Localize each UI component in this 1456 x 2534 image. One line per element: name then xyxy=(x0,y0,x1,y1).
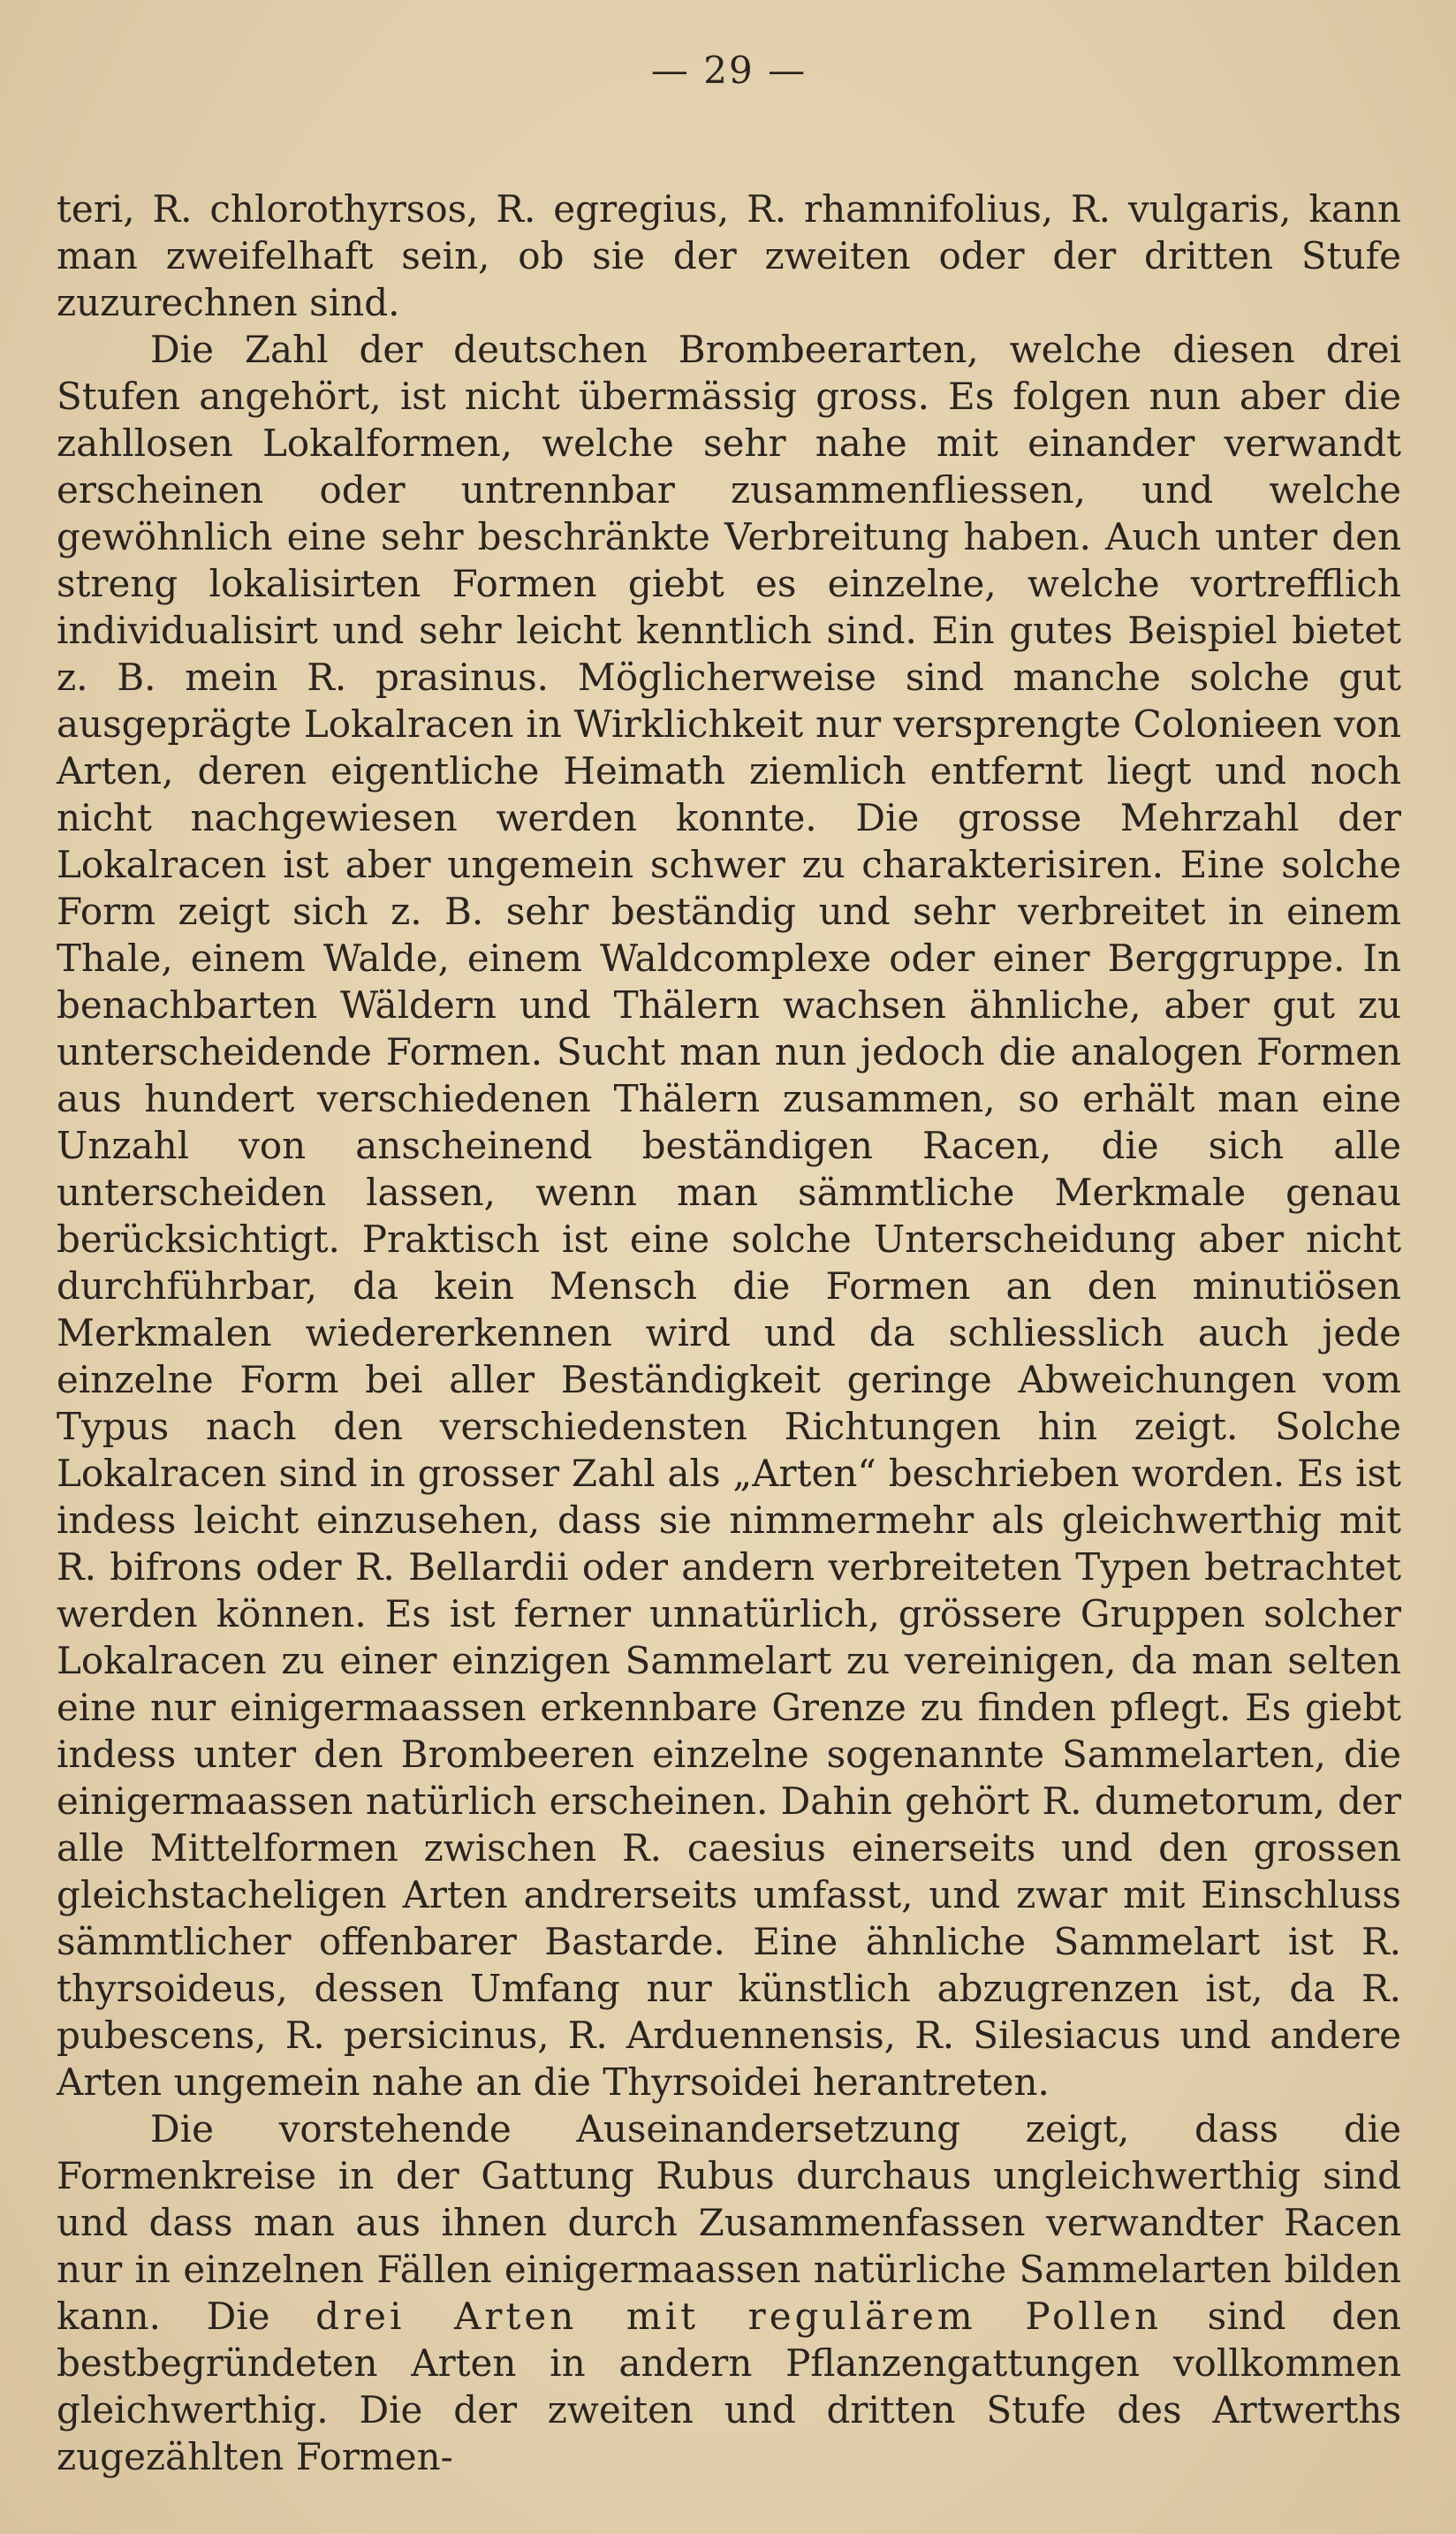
body-text xyxy=(57,186,1401,2480)
paragraph-3 xyxy=(57,2105,1401,2480)
paragraph-1: teri, R. chlorothyrsos, R. egregius, R. rhamnifolius, R. vulgaris, kann man zweifelhaft sein, ob sie der zweiten oder der dritten Stufe zuzurechnen sind. xyxy=(57,187,1401,324)
paragraph-3-start: Die vorstehende Auseinandersetzung zeigt, dass die Formenkreise in der Gattung Rubus durchaus ungleichwerthig sind und dass man aus ihnen durch Zusammenfassen verwandter Racen nur in einzelnen Fällen einigermaassen natürliche Sammelarten bilden kann. Die xyxy=(57,2107,1401,2338)
paragraph-3-end: sind den bestbegründeten Arten in andern Pflanzengattungen vollkommen gleichwerthig. Die der zweiten und dritten Stufe des Artwerths zugezählten Formen- xyxy=(57,2295,1401,2478)
page-number: — 29 — xyxy=(650,49,808,92)
paragraph-3-emphasis: drei Arten mit regulärem Pollen xyxy=(315,2295,1162,2338)
paragraph-2: Die Zahl der deutschen Brombeerarten, welche diesen drei Stufen angehört, ist nicht übermässig gross. Es folgen nun aber die zahllosen Lokalformen, welche sehr nahe mit einander verwandt erscheinen oder untrennbar zusammenfliessen, und welche gewöhnlich eine sehr beschränkte Verbreitung haben. Auch unter den streng lokalisirten Formen giebt es einzelne, welche vortrefflich individualisirt und sehr leicht kenntlich sind. Ein gutes Beispiel bietet z. B. mein R. prasinus. Möglicherweise sind manche solche gut ausgeprägte Lokalracen in Wirklichkeit nur versprengte Colonieen von Arten, deren eigentliche Heimath ziemlich entfernt liegt und noch nicht nachgewiesen werden konnte. Die grosse Mehrzahl der Lokalracen ist aber ungemein schwer zu charakterisiren. Eine solche Form zeigt sich z. B. sehr beständig und sehr verbreitet in einem Thale, einem Walde, einem Waldcomplexe oder einer Berggruppe. In benachbarten Wäldern und Thälern wachsen ähnliche, aber gut zu unterscheidende Formen. Sucht man nun jedoch die analogen Formen aus hundert verschiedenen Thälern zusammen, so erhält man eine Unzahl von anscheinend beständigen Racen, die sich alle unterscheiden lassen, wenn man sämmtliche Merkmale genau berücksichtigt. Praktisch ist eine solche Unterscheidung aber nicht durchführbar, da kein Mensch die Formen an den minutiösen Merkmalen wiedererkennen wird und da schliesslich auch jede einzelne Form bei aller Beständigkeit geringe Abweichungen vom Typus nach den verschiedensten Richtungen hin zeigt. Solche Lokalracen sind in grosser Zahl als „Arten“ beschrieben worden. Es ist indess leicht einzusehen, dass sie nimmermehr als gleichwerthig mit R. bifrons oder R. Bellardii oder andern verbreiteten Typen betrachtet werden können. Es ist ferner unnatürlich, grössere Gruppen solcher Lokalracen zu einer einzigen Sammelart zu vereinigen, da man selten eine nur einigermaassen erkennbare Grenze zu finden pflegt. Es giebt indess unter den Brombeeren einzelne sogenannte Sammelarten, die einigermaassen natürlich erscheinen. Dahin gehört R. dumetorum, der alle Mittelformen zwischen R. caesius einerseits und den grossen gleichstacheligen Arten andrerseits umfasst, und zwar mit Einschluss sämmtlicher offenbarer Bastarde. Eine ähnliche Sammelart ist R. thyrsoideus, dessen Umfang nur künstlich abzugrenzen ist, da R. pubescens, R. persicinus, R. Arduennensis, R. Silesiacus und andere Arten ungemein nahe an die Thyrsoidei herantreten. xyxy=(57,328,1401,2104)
